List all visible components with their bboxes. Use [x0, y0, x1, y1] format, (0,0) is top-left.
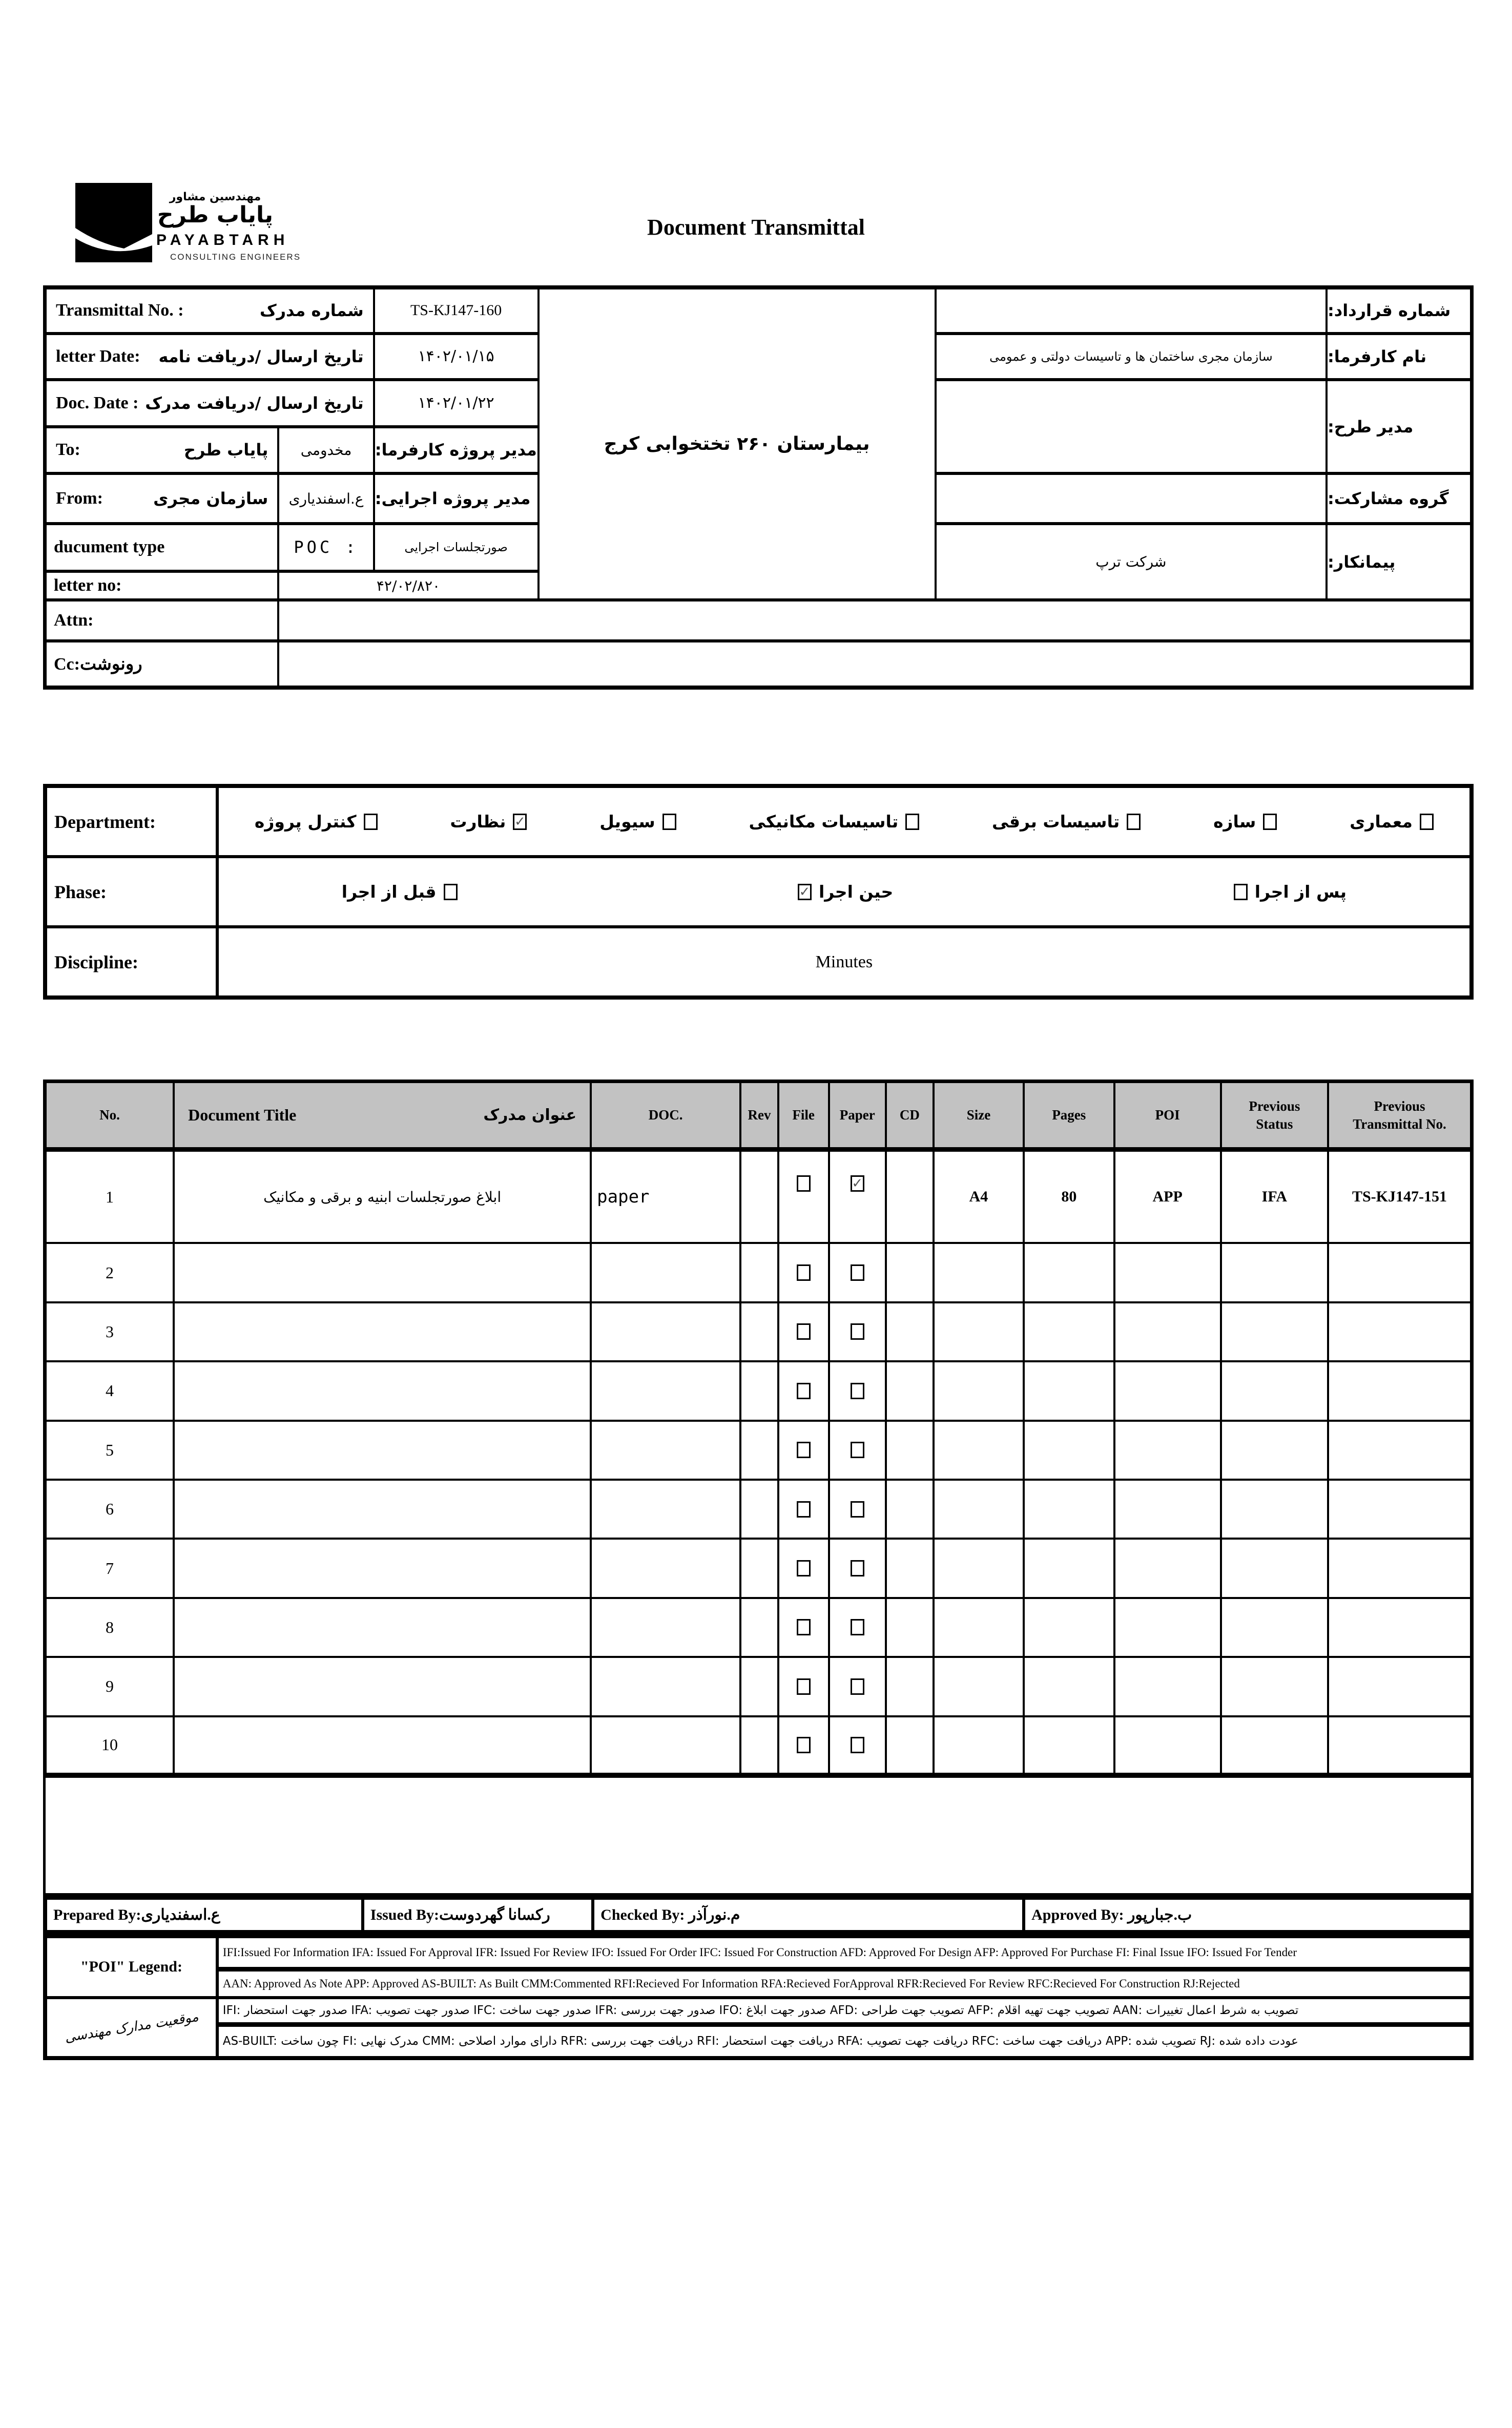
checkbox[interactable]: ✓: [513, 814, 527, 830]
dept-architecture: معماری: [1350, 812, 1434, 832]
brand-subtitle: CONSULTING ENGINEERS: [170, 252, 301, 262]
row-title: ابلاغ صورتجلسات ابنیه و برقی و مکانیک: [174, 1151, 591, 1243]
classification-section: [43, 784, 1474, 1000]
exec-pm-label: مدیر پروژه اجرایی:: [374, 473, 538, 524]
row-prev-transmittal: TS-KJ147-151: [1328, 1151, 1471, 1243]
col-prev-status: Previous Status: [1221, 1082, 1328, 1151]
signature-row: [43, 1896, 1474, 1934]
row-file-cell: [778, 1302, 829, 1361]
phase-after-execution: پس از اجرا: [1234, 882, 1347, 902]
row-file-cell: [778, 1716, 829, 1775]
page-title: Document Transmittal: [647, 215, 865, 240]
contractor-value: شرکت ترپ: [936, 524, 1327, 600]
file-checkbox[interactable]: [797, 1678, 811, 1695]
paper-checkbox[interactable]: [851, 1737, 864, 1753]
row-no: 9: [46, 1657, 174, 1716]
dept-mechanical: تاسیسات مکانیکی: [749, 812, 919, 832]
phase-label: Phase:: [46, 857, 217, 927]
discipline-value: Minutes: [217, 927, 1471, 997]
transmittal-no-cell: [46, 288, 374, 334]
row-file-cell: [778, 1657, 829, 1716]
letter-date-cell: [46, 334, 374, 380]
legend-line-2: AAN: Approved As Note APP: Approved AS-BUILT: As Built CMM:Commented RFI:Recieved For Information RFA:Recieved ForApproval RFR:Recieved For Review RFC:Recieved For Construction RJ:Rejected: [217, 1970, 1471, 1998]
to-label: To:: [56, 440, 80, 460]
poi-legend-label: "POI" Legend:: [46, 1937, 217, 1998]
brand-farsi-small: مهندسین مشاور: [169, 191, 261, 203]
project-name: بیمارستان ۲۶۰ تختخوابی کرج: [538, 288, 936, 600]
doc-type-fa: صورتجلسات اجرایی: [374, 524, 538, 571]
file-checkbox[interactable]: [797, 1264, 811, 1281]
col-file: File: [778, 1082, 829, 1151]
document-list-table: [43, 1080, 1474, 1778]
col-paper: Paper: [829, 1082, 886, 1151]
brand-farsi-large: پایاب طرح: [157, 202, 274, 228]
contractor-label: پیمانکار:: [1327, 524, 1471, 600]
transmittal-no-label-fa: شماره مدرک: [259, 301, 364, 321]
letter-date-value: ۱۴۰۲/۰۱/۱۵: [374, 334, 538, 380]
to-cell: [46, 427, 278, 474]
client-name-label: نام کارفرما:: [1327, 334, 1471, 380]
client-name-value: سازمان مجری ساختمان ها و تاسیسات دولتی و عمومی: [936, 334, 1327, 380]
phase-options: [217, 857, 1471, 927]
partnership-label: گروه مشارکت:: [1327, 473, 1471, 524]
phase-during-execution: حین اجرا ✓: [798, 882, 893, 902]
doc-type-cell: [46, 524, 278, 571]
poi-legend: [43, 1934, 1474, 2060]
partnership-value: [936, 473, 1327, 524]
fa-legend-label: موقعیت مدارک مهندسی: [46, 1998, 217, 2058]
row-paper-cell: [829, 1598, 886, 1657]
paper-checkbox[interactable]: [851, 1560, 864, 1576]
legend-line-3: IFI: صدور جهت استحضار IFA: صدور جهت تصویب IFC: صدور جهت ساخت IFR: صدور جهت بررسی IFO: صدور جهت ابلاغ AFD: تصویب جهت طراحی AFP: تصویب جهت تهیه اقلام AAN: تصویب به شرط اعمال تغییرات: [217, 1998, 1471, 2025]
col-rev: Rev: [740, 1082, 778, 1151]
checkbox[interactable]: [905, 814, 919, 830]
dept-electrical: تاسیسات برقی: [992, 812, 1141, 832]
issued-by: Issued By:رکسانا گهردوست: [363, 1898, 593, 1932]
transmittal-no-value: TS-KJ147-160: [374, 288, 538, 334]
to-value: پایاب طرح: [183, 440, 268, 460]
row-cd: [886, 1151, 934, 1243]
cc-value: [278, 641, 1471, 687]
row-size: A4: [934, 1151, 1024, 1243]
row-no: 4: [46, 1361, 174, 1420]
col-no: No.: [46, 1082, 174, 1151]
row-no: 2: [46, 1243, 174, 1302]
paper-checkbox[interactable]: [851, 1678, 864, 1695]
checked-by: Checked By: م.نورآذر: [593, 1898, 1024, 1932]
checkbox[interactable]: [364, 814, 378, 830]
doc-type-label: ducument type: [54, 537, 165, 557]
checkbox[interactable]: [1127, 814, 1141, 830]
row-rev: [740, 1151, 778, 1243]
from-label: From:: [56, 489, 103, 508]
col-poi: POI: [1114, 1082, 1221, 1151]
client-pm-label: مدیر پروژه کارفرما:: [374, 427, 538, 474]
row-paper-cell: [829, 1151, 886, 1243]
brand-name: PAYABTARH: [156, 232, 289, 248]
to-middle-value: مخدومی: [278, 427, 374, 474]
row-doc: paper: [591, 1151, 740, 1243]
row-paper-cell: [829, 1361, 886, 1420]
doc-type-code: POC :: [278, 524, 374, 571]
dept-structure: سازه: [1213, 812, 1277, 832]
letter-date-label-en: letter Date:: [56, 346, 140, 366]
cc-label: Cc:رونوشت: [54, 655, 142, 674]
cc-cell: [46, 641, 278, 687]
row-no: 6: [46, 1480, 174, 1539]
dept-civil: سیویل: [599, 812, 676, 832]
legend-line-1: IFI:Issued For Information IFA: Issued For Approval IFR: Issued For Review IFO: Issued For Order IFC: Issued For Construction AFD: Approved For Design AFP: Approved For Purchase FI: Final Issue IFO: Issued For Tender: [217, 1937, 1471, 1970]
col-prev-transmittal: Previous Transmittal No.: [1328, 1082, 1471, 1151]
checkbox[interactable]: ✓: [798, 884, 812, 900]
row-file-cell: [778, 1480, 829, 1539]
row-no: 7: [46, 1539, 174, 1597]
row-file-cell: [778, 1151, 829, 1243]
col-size: Size: [934, 1082, 1024, 1151]
row-file-cell: [778, 1361, 829, 1420]
col-cd: CD: [886, 1082, 934, 1151]
row-file-cell: [778, 1243, 829, 1302]
paper-checkbox[interactable]: [851, 1442, 864, 1458]
checkbox[interactable]: [662, 814, 676, 830]
file-checkbox[interactable]: [797, 1737, 811, 1753]
row-paper-cell: [829, 1539, 886, 1597]
file-checkbox[interactable]: [797, 1560, 811, 1576]
contract-no-label: شماره قرارداد:: [1327, 288, 1471, 334]
phase-before-execution: قبل از اجرا: [342, 882, 458, 902]
doc-date-cell: [46, 380, 374, 427]
doc-date-label-fa: تاریخ ارسال /دریافت مدرک: [145, 393, 364, 413]
paper-checkbox[interactable]: ✓: [851, 1175, 864, 1192]
paper-checkbox[interactable]: [851, 1383, 864, 1399]
row-pages: 80: [1024, 1151, 1114, 1243]
row-no: 1: [46, 1151, 174, 1243]
letter-no-cell: [46, 571, 278, 600]
contract-no-value: [936, 288, 1327, 334]
dept-project-control: کنترل پروژه: [255, 812, 378, 832]
row-paper-cell: [829, 1480, 886, 1539]
file-checkbox[interactable]: [797, 1619, 811, 1635]
file-checkbox[interactable]: [797, 1323, 811, 1340]
letter-date-label-fa: تاریخ ارسال /دریافت نامه: [158, 346, 364, 366]
department-label: Department:: [46, 786, 217, 857]
file-checkbox[interactable]: [797, 1383, 811, 1399]
from-value: سازمان مجری: [153, 489, 268, 509]
row-prev-status: IFA: [1221, 1151, 1328, 1243]
checkbox[interactable]: [1420, 814, 1434, 830]
doc-date-value: ۱۴۰۲/۰۱/۲۲: [374, 380, 538, 427]
paper-checkbox[interactable]: [851, 1323, 864, 1340]
from-cell: [46, 473, 278, 524]
checkbox[interactable]: [1263, 814, 1277, 830]
checkbox[interactable]: [1234, 884, 1248, 900]
paper-checkbox[interactable]: [851, 1619, 864, 1635]
paper-checkbox[interactable]: [851, 1264, 864, 1281]
row-no: 3: [46, 1302, 174, 1361]
row-paper-cell: [829, 1243, 886, 1302]
row-no: 5: [46, 1421, 174, 1480]
row-paper-cell: [829, 1657, 886, 1716]
row-paper-cell: [829, 1421, 886, 1480]
from-middle-value: ع.اسفندیاری: [278, 473, 374, 524]
attn-value: [278, 600, 1471, 641]
row-no: 8: [46, 1598, 174, 1657]
row-file-cell: [778, 1598, 829, 1657]
design-manager-value: [936, 380, 1327, 474]
attn-cell: [46, 600, 278, 641]
paper-checkbox[interactable]: [851, 1501, 864, 1518]
approved-by: Approved By: ب.جبارپور: [1024, 1898, 1471, 1932]
file-checkbox[interactable]: [797, 1501, 811, 1518]
notes-empty-area: [43, 1778, 1474, 1896]
col-pages: Pages: [1024, 1082, 1114, 1151]
file-checkbox[interactable]: [797, 1175, 811, 1192]
transmittal-info-table: [43, 285, 1474, 690]
department-options: [217, 786, 1471, 857]
prepared-by: Prepared By:ع.اسفندیاری: [46, 1898, 363, 1932]
file-checkbox[interactable]: [797, 1442, 811, 1458]
row-paper-cell: [829, 1716, 886, 1775]
attn-label: Attn:: [54, 611, 94, 630]
row-file-cell: [778, 1539, 829, 1597]
discipline-label: Discipline:: [46, 927, 217, 997]
row-no: 10: [46, 1716, 174, 1775]
row-file-cell: [778, 1421, 829, 1480]
design-manager-label: مدیر طرح:: [1327, 380, 1471, 474]
col-title: Document Title عنوان مدرک: [174, 1082, 591, 1151]
letter-no-value: ۴۲/۰۲/۸۲۰: [278, 571, 538, 600]
legend-line-4: AS-BUILT: چون ساخت FI: مدرک نهایی CMM: دارای موارد اصلاحی RFR: دریافت جهت بررسی RFI: دریافت جهت استحضار RFA: دریافت جهت تصویب RFC: دریافت جهت ساخت APP: تصویب شده RJ: عودت داده شده: [217, 2025, 1471, 2058]
letter-no-label: letter no:: [54, 576, 122, 595]
doc-date-label-en: Doc. Date :: [56, 393, 139, 412]
col-doc: DOC.: [591, 1082, 740, 1151]
transmittal-no-label-en: Transmittal No. :: [56, 301, 184, 320]
dept-supervision: ✓ نظارت: [450, 812, 527, 832]
row-poi: APP: [1114, 1151, 1221, 1243]
row-paper-cell: [829, 1302, 886, 1361]
checkbox[interactable]: [444, 884, 458, 900]
